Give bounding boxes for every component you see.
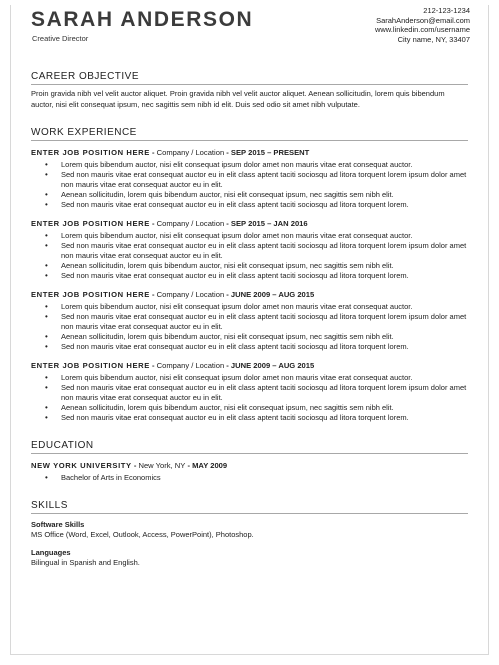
job-dates: JUNE 2009 – AUG 2015 xyxy=(230,290,315,299)
job-position: ENTER JOB POSITION HERE xyxy=(31,361,150,370)
job-bullets xyxy=(31,231,468,281)
list-item: • Sed non mauris vitae erat consequat auctor eu in elit class aptent taciti sociosqu ad litora torquent lorem ipsum dolor amet non mauris vitae erat consequat auctor eu in elit. xyxy=(61,170,468,190)
contact-email: SarahAnderson@email.com xyxy=(376,15,470,25)
job-header xyxy=(31,219,468,229)
work-heading: WORK EXPERIENCE xyxy=(31,127,468,141)
job-separator: - xyxy=(149,361,157,370)
list-item: • Aenean sollicitudin, lorem quis bibendum auctor, nisi elit consequat ipsum, nec sagittis sem nibh elit. xyxy=(61,403,468,413)
job-separator: - xyxy=(149,219,157,228)
school-name: NEW YORK UNIVERSITY xyxy=(31,461,132,470)
job-bullets xyxy=(31,160,468,210)
job-position: ENTER JOB POSITION HERE xyxy=(31,148,150,157)
job-separator: - xyxy=(224,148,231,157)
job-position: ENTER JOB POSITION HERE xyxy=(31,290,150,299)
contact-linkedin: www.linkedin.com/username xyxy=(374,25,470,35)
school-date: MAY 2009 xyxy=(192,461,228,470)
list-item: • Sed non mauris vitae erat consequat auctor eu in elit class aptent taciti sociosqu ad litora torquent lorem ipsum dolor amet non mauris vitae erat consequat auctor eu in elit. xyxy=(61,241,468,261)
job-dates: SEP 2015 – PRESENT xyxy=(230,148,310,157)
contact-location: City name, NY, 33407 xyxy=(397,34,470,44)
list-item: • Sed non mauris vitae erat consequat auctor eu in elit class aptent taciti sociosqu ad litora torquent lorem ipsum dolor amet non mauris vitae erat consequat auctor eu in elit. xyxy=(61,383,468,403)
list-item: • Sed non mauris vitae erat consequat auctor eu in elit class aptent taciti sociosqu ad litora torquent lorem. xyxy=(61,413,468,423)
skills-heading: SKILLS xyxy=(31,500,468,514)
job-company: Company / Location xyxy=(156,148,225,157)
objective-text: Proin gravida nibh vel velit auctor aliquet. Proin gravida nibh vel velit auctor aliquet. Aenean sollicitudin, lorem quis bibendum auctor, nisi elit consequat ipsum, nec sagittis sem nibh id elit. Duis sed odio sit amet nibh vulputate. xyxy=(31,89,445,109)
job-bullets xyxy=(31,373,468,423)
list-item: • Aenean sollicitudin, lorem quis bibendum auctor, nisi elit consequat ipsum, nec sagittis sem nibh elit. xyxy=(61,332,468,342)
resume-header xyxy=(11,5,488,61)
school-separator: - xyxy=(131,461,139,470)
languages-label: Languages xyxy=(31,548,71,557)
list-item: • Sed non mauris vitae erat consequat auctor eu in elit class aptent taciti sociosqu ad litora torquent lorem. xyxy=(61,200,468,210)
education-heading: EDUCATION xyxy=(31,440,468,454)
objective-section xyxy=(31,71,468,110)
work-section xyxy=(31,127,468,423)
job-separator: - xyxy=(224,219,231,228)
list-item: • Sed non mauris vitae erat consequat auctor eu in elit class aptent taciti sociosqu ad litora torquent lorem. xyxy=(61,342,468,352)
candidate-role: Creative Director xyxy=(32,34,89,43)
job-dates: JUNE 2009 – AUG 2015 xyxy=(230,361,315,370)
school-location: New York, NY xyxy=(138,461,186,470)
list-item: • Lorem quis bibendum auctor, nisi elit consequat ipsum dolor amet non mauris vitae erat consequat auctor. xyxy=(61,373,468,383)
list-item: • Aenean sollicitudin, lorem quis bibendum auctor, nisi elit consequat ipsum, nec sagittis sem nibh elit. xyxy=(61,190,468,200)
contact-block xyxy=(375,6,470,44)
job-separator: - xyxy=(224,290,231,299)
job-company: Company / Location xyxy=(156,219,225,228)
school-separator: - xyxy=(185,461,193,470)
job-entry xyxy=(31,148,468,210)
objective-heading: CAREER OBJECTIVE xyxy=(31,71,468,85)
list-item: • Sed non mauris vitae erat consequat auctor eu in elit class aptent taciti sociosqu ad litora torquent lorem ipsum dolor amet non mauris vitae erat consequat auctor eu in elit. xyxy=(61,312,468,332)
job-company: Company / Location xyxy=(156,290,225,299)
job-header xyxy=(31,361,468,371)
job-entry xyxy=(31,361,468,423)
job-entry xyxy=(31,290,468,352)
job-company: Company / Location xyxy=(156,361,225,370)
education-header xyxy=(31,461,468,471)
job-header xyxy=(31,290,468,300)
list-item: • Lorem quis bibendum auctor, nisi elit consequat ipsum dolor amet non mauris vitae erat consequat auctor. xyxy=(61,231,468,241)
education-section xyxy=(31,440,468,483)
list-item: • Aenean sollicitudin, lorem quis bibendum auctor, nisi elit consequat ipsum, nec sagittis sem nibh elit. xyxy=(61,261,468,271)
job-header xyxy=(31,148,468,158)
resume-page xyxy=(10,5,489,655)
job-bullets xyxy=(31,302,468,352)
education-bullets xyxy=(31,473,468,483)
list-item: • Lorem quis bibendum auctor, nisi elit consequat ipsum dolor amet non mauris vitae erat consequat auctor. xyxy=(61,302,468,312)
job-separator: - xyxy=(224,361,231,370)
job-separator: - xyxy=(149,148,157,157)
list-item: • Sed non mauris vitae erat consequat auctor eu in elit class aptent taciti sociosqu ad litora torquent lorem. xyxy=(61,271,468,281)
job-dates: SEP 2015 – JAN 2016 xyxy=(230,219,308,228)
skills-section xyxy=(31,500,468,568)
candidate-name: SARAH ANDERSON xyxy=(31,8,254,31)
list-item: • Lorem quis bibendum auctor, nisi elit consequat ipsum dolor amet non mauris vitae erat consequat auctor. xyxy=(61,160,468,170)
software-skills-label: Software Skills xyxy=(31,520,85,529)
languages-value: Bilingual in Spanish and English. xyxy=(31,558,140,567)
job-entry xyxy=(31,219,468,281)
list-item: • Bachelor of Arts in Economics xyxy=(61,473,468,483)
contact-phone: 212-123-1234 xyxy=(423,6,470,15)
job-separator: - xyxy=(149,290,157,299)
job-position: ENTER JOB POSITION HERE xyxy=(31,219,150,228)
software-skills-value: MS Office (Word, Excel, Outlook, Access, PowerPoint), Photoshop. xyxy=(31,530,254,539)
